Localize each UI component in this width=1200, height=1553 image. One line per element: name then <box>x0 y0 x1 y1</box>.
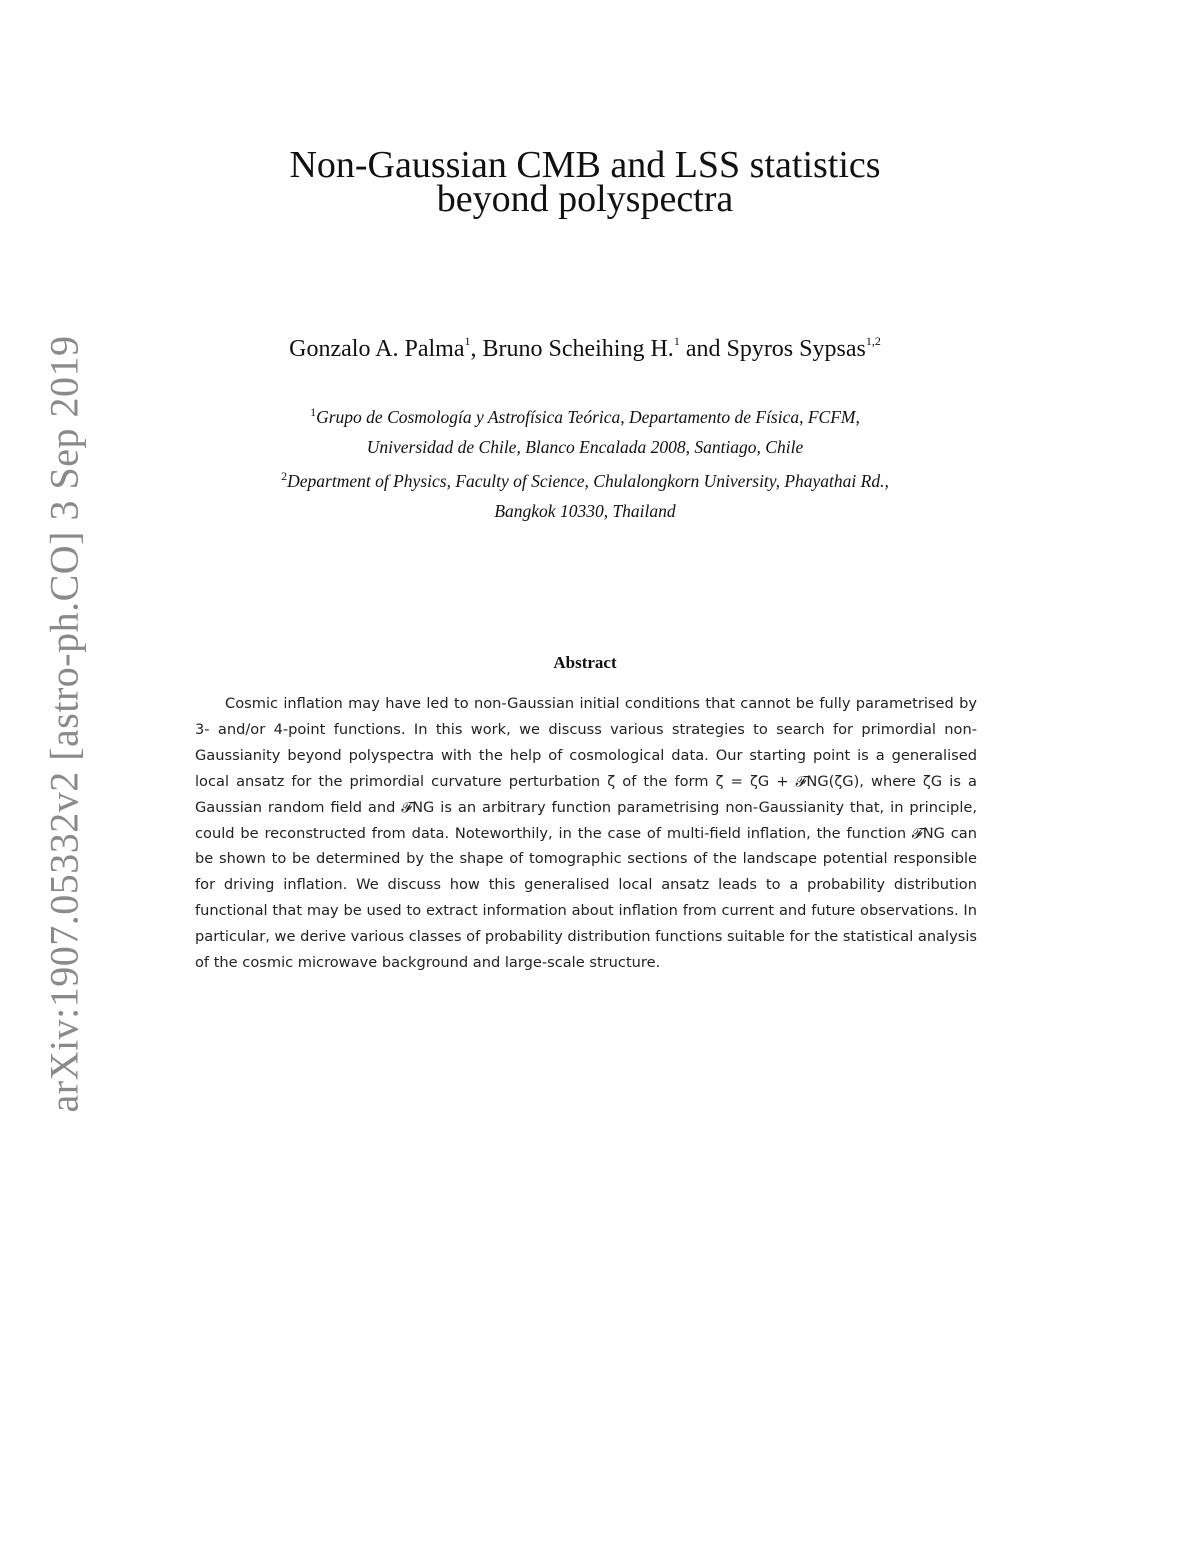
title-line-2: beyond polyspectra <box>436 178 734 220</box>
affiliations <box>150 398 1020 526</box>
affiliation-2 <box>150 462 1020 497</box>
abstract-heading: Abstract <box>553 653 617 672</box>
affiliation-number: 1 <box>310 405 317 419</box>
affiliation-line: Grupo de Cosmología y Astrofísica Teórica, Departamento de Física, FCFM, <box>316 407 860 427</box>
arxiv-identifier-stamp: arXiv:1907.05332v2 [astro-ph.CO] 3 Sep 2019 <box>41 335 87 1113</box>
title-line-1: Non-Gaussian CMB and LSS statistics <box>289 144 881 186</box>
author-name: Bruno Scheihing H. <box>482 336 674 362</box>
author-affiliation-mark: 1 <box>464 334 471 348</box>
author-separator: and <box>679 336 727 362</box>
author-list <box>150 334 1020 363</box>
author-name: Gonzalo A. Palma <box>289 336 465 362</box>
affiliation-line: Bangkok 10330, Thailand <box>494 500 676 521</box>
affiliation-number: 2 <box>281 469 288 483</box>
author-affiliation-mark: 1 <box>673 334 680 348</box>
affiliation-1 <box>150 398 1020 433</box>
affiliation-line: Department of Physics, Faculty of Science, Chulalongkorn University, Phayathai Rd., <box>287 471 889 491</box>
author-affiliation-mark: 1,2 <box>865 334 881 348</box>
abstract-body: Cosmic inflation may have led to non-Gaussian initial conditions that cannot be fully parametrised by 3- and/or 4-point functions. In this work, we discuss various strategies to search for primordial non-Gaussianity beyond polyspectra with the help of cosmological data. Our starting point is a generalised local ansatz for the primordial curvature perturbation ζ of the form ζ = ζG + 𝓕NG(ζG), where ζG is a Gaussian random field and 𝓕NG is an arbitrary function parametrising non-Gaussianity that, in principle, could be reconstructed from data. Noteworthily, in the case of multi-field inflation, the function 𝓕NG can be shown to be determined by the shape of tomographic sections of the landscape potential responsible for driving inflation. We discuss how this generalised local ansatz leads to a probability distribution functional that may be used to extract information about inflation from current and future observations. In particular, we derive various classes of probability distribution functions suitable for the statistical analysis of the cosmic microwave background and large-scale structure. <box>195 695 977 972</box>
author-name: Spyros Sypsas <box>726 336 866 362</box>
affiliation-line: Universidad de Chile, Blanco Encalada 2008, Santiago, Chile <box>366 436 804 457</box>
paper-title <box>150 144 1020 220</box>
author-separator: , <box>470 336 483 362</box>
